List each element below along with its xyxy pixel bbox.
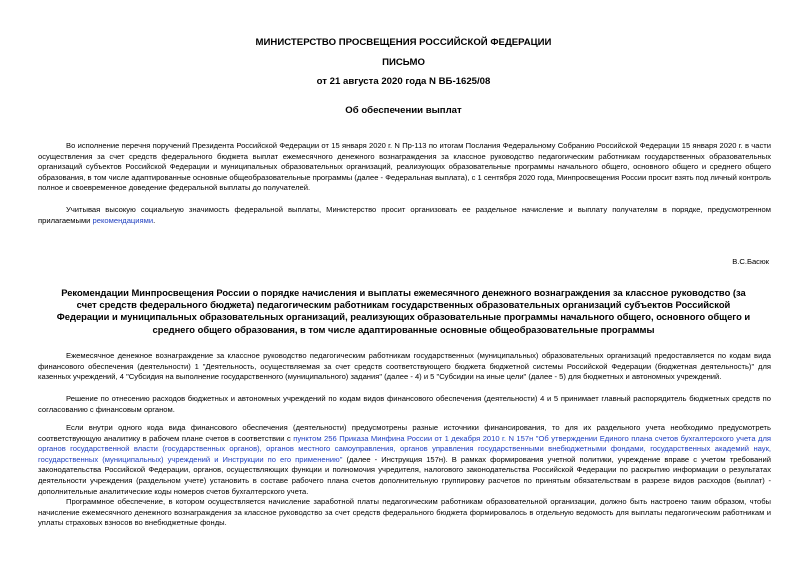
rec-paragraph-4: Программное обеспечение, в котором осуществляется начисление заработной платы педагогическим работникам образовательной организации, должно быть настроено таким образом, чтобы начисление ежемесячного денежного вознаграждения за классное руководство за счет средств федерального бюджета формировалось в отдельную ведомость для выплаты педагогическим работникам и уплаты страховых взносов во внебюджетные фонды. [38, 497, 771, 528]
recommendations-title: Рекомендации Минпросвещения России о порядке начисления и выплаты ежемесячного денежного вознаграждения за классное руководство (за счет средств федерального бюджета) педагогическим работникам государственных образовательных организаций субъектов Российской Федерации и муниципальных образовательных организаций, реализующих образовательные программы начального общего, основного общего и среднего общего образования, в том числе адаптированные основные общеобразовательные программы [56, 287, 751, 335]
signer-name: В.С.Басюк [732, 257, 769, 266]
doc-type-heading: ПИСЬМО [382, 57, 425, 68]
ministry-heading: МИНИСТЕРСТВО ПРОСВЕЩЕНИЯ РОССИЙСКОЙ ФЕДЕРАЦИИ [255, 37, 552, 48]
rec-paragraph-1: Ежемесячное денежное вознаграждение за классное руководство педагогическим работникам государственных (муниципальных) образовательных организаций предоставляется по кодам вида финансового обеспечения (деятельности) 1 "Деятельность, осуществляемая за счет средств соответствующего бюджета бюджетной системы Российской Федерации (бюджетная деятельность)" для казенных учреждений, 4 "Субсидия на выполнение государственного (муниципального) задания" (далее - 4) и 5 "Субсидии на иные цели" (далее - 5) для бюджетных и автономных учреждений. [38, 351, 771, 382]
letter-paragraph-1: Во исполнение перечня поручений Президента Российской Федерации от 15 января 2020 г. N Пр-113 по итогам Послания Федеральному Собранию Российской Федерации 15 января 2020 г. в части осуществления за счет средств федерального бюджета выплат ежемесячного денежного вознаграждения за классное руководство педагогическим работникам государственных образовательных организаций субъектов Российской Федерации и муниципальных образовательных организаций, реализующих образовательные программы начального общего, основного общего и среднего общего образования, в том числе адаптированные основные общеобразовательные программы (далее - Федеральная выплата), с 1 сентября 2020 года, Минпросвещения России просит взять под личный контроль полное и своевременное доведение федеральной выплаты до получателей. [38, 141, 771, 193]
letter-paragraph-2-end: . [153, 215, 156, 225]
rec-paragraph-3-text-a: Если внутри одного кода вида финансового обеспечения (деятельности) предусмотрены разные источники финансирования, то для их раздельного учета необходимо предусмотреть соответствующую аналитику в рабочем плане счетов в соответствии с [38, 423, 771, 443]
rec-paragraph-3 [38, 423, 771, 497]
instruction-157n-link[interactable]: пунктом 256 Приказа Минфина России от 1 декабря 2010 г. N 157н "Об утверждении Единого плана счетов бухгалтерского учета для органов государственной власти (государственных органов), органов местного самоуправления, органов управления государственными внебюджетными фондами, государственных академий наук, государственных (муниципальных) учреждений и Инструкции по его применению" [38, 433, 771, 464]
letter-paragraph-2-text: Учитывая высокую социальную значимость федеральной выплаты, Министерство просит организовать ее раздельное начисление и выплату получателям в порядке, предусмотренном прилагаемыми [38, 205, 771, 225]
date-number-heading: от 21 августа 2020 года N ВБ-1625/08 [316, 76, 491, 87]
subject-heading: Об обеспечении выплат [345, 105, 462, 116]
recommendations-link[interactable]: рекомендациями [92, 215, 154, 225]
letter-paragraph-2 [38, 205, 771, 226]
rec-paragraph-2: Решение по отнесению расходов бюджетных и автономных учреждений по кодам видов финансового обеспечения (деятельности) 4 и 5 принимает главный распорядитель бюджетных средств по согласованию с финансовым органом. [38, 394, 771, 414]
rec-paragraph-3-text-b: (далее - Инструкция 157н). В рамках формирования учетной политики, учреждение вправе с учетом требований законодательства Российской Федерации, органов, осуществляющих функции и полномочия учредителя, налогового законодательства Российской Федерации по раскрытию информации о результатах деятельности учреждения (раздельном учете) установить в составе рабочего плана счетов дополнительную группировку расчетов по принятым обязательствам в разрезе видов расходов (выплат) - дополнительные аналитические коды номеров счетов бухгалтерского учета. [38, 454, 771, 496]
